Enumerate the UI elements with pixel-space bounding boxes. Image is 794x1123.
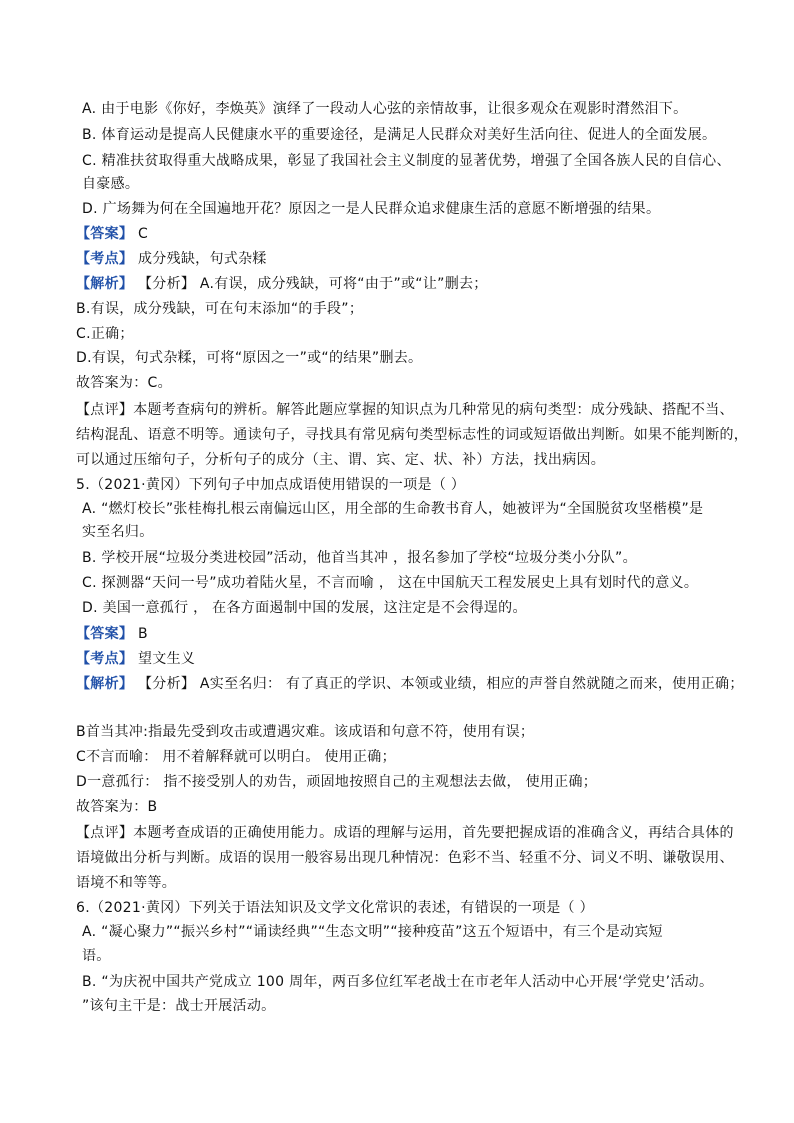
q4-option-a: A. 由于电影《你好，李焕英》演绎了一段动人心弦的亲情故事，让很多观众在观影时潸然泪下。 bbox=[82, 101, 688, 117]
q6-option-a-cont: 语。 bbox=[82, 948, 111, 964]
q4-option-d: D. 广场舞为何在全国遍地开花？原因之一是人民群众追求健康生活的意愿不断增强的结果。 bbox=[82, 201, 661, 217]
q6-option-b: B. “为庆祝中国共产党成立 100 周年，两百多位红军老战士在市老年人活动中心开展‘学党史’活动。 bbox=[82, 974, 714, 990]
answer-value: C bbox=[137, 226, 149, 242]
q5-option-a-cont: 实至名归。 bbox=[82, 524, 154, 540]
q4-option-c-cont: 自豪感。 bbox=[82, 176, 140, 192]
q5-conclusion: 故答案为：B bbox=[76, 799, 158, 815]
q5-jiexi-row bbox=[76, 674, 744, 694]
q5-comment-2: 语境做出分析与判断。成语的误用一般容易出现几种情况：色彩不当、轻重不分、词义不明、谦敬误用、 bbox=[76, 850, 734, 866]
q4-conclusion: 故答案为：C。 bbox=[76, 375, 172, 391]
kaodian-tag: 【考点】 bbox=[76, 251, 134, 267]
q4-option-c: C. 精准扶贫取得重大战略成果，彰显了我国社会主义制度的显著优势，增强了全国各族人民的自信心、 bbox=[82, 153, 731, 169]
q5-jiexi-line-d: D一意孤行： 指不接受别人的劝告，顽固地按照自己的主观想法去做， 使用正确； bbox=[76, 774, 598, 790]
q5-option-c: C. 探测器“天问一号”成功着陆火星，不言而喻 ， 这在中国航天工程发展史上具有划时代的意义。 bbox=[82, 575, 699, 591]
answer-value: B bbox=[137, 626, 148, 642]
q4-answer-row bbox=[76, 224, 148, 244]
kaodian-value: 望文生义 bbox=[137, 651, 196, 667]
q6-option-b-cont: ”该句主干是：战士开展活动。 bbox=[82, 998, 276, 1014]
answer-tag: 【答案】 bbox=[76, 626, 134, 642]
q4-comment-1: 【点评】本题考查病句的辨析。解答此题应掌握的知识点为几种常见的病句类型：成分残缺、搭配不当、 bbox=[76, 402, 734, 418]
q5-option-a: A. “燃灯校长”张桂梅扎根云南偏远山区，用全部的生命教书育人，她被评为“全国脱贫攻坚楷模”是 bbox=[82, 501, 704, 517]
jiexi-line: 【分析】 A.有误，成分残缺，可将“由于”或“让”删去； bbox=[137, 276, 488, 292]
answer-tag: 【答案】 bbox=[76, 226, 134, 242]
jiexi-tag: 【解析】 bbox=[76, 276, 134, 292]
q4-comment-3: 可以通过压缩句子，分析句子的成分（主、谓、宾、定、状、补）方法，找出病因。 bbox=[76, 452, 606, 468]
q5-comment-3: 语境不和等等。 bbox=[76, 875, 177, 891]
q5-kaodian-row bbox=[76, 649, 195, 669]
q4-jiexi-line-d: D.有误，句式杂糅，可将“原因之一”或“的结果”删去。 bbox=[76, 350, 423, 366]
q4-kaodian-row bbox=[76, 249, 267, 269]
jiexi-tag: 【解析】 bbox=[76, 676, 134, 692]
q5-stem: 5.（2021·黄冈）下列句子中加点成语使用错误的一项是（ ） bbox=[76, 477, 466, 493]
kaodian-value: 成分残缺，句式杂糅 bbox=[137, 251, 267, 267]
q5-option-d: D. 美国一意孤行 ， 在各方面遏制中国的发展，这注定是不会得逞的。 bbox=[82, 600, 527, 616]
q5-answer-row bbox=[76, 624, 148, 644]
q6-stem: 6.（2021·黄冈）下列关于语法知识及文学文化常识的表述，有错误的一项是（ ） bbox=[76, 900, 594, 916]
kaodian-tag: 【考点】 bbox=[76, 651, 134, 667]
jiexi-line: 【分析】 A实至名归： 有了真正的学识、本领或业绩，相应的声誉自然就随之而来，使用正确； bbox=[137, 676, 744, 692]
q5-jiexi-line-b: B首当其冲:指最先受到攻击或遭遇灾难。该成语和句意不符，使用有误； bbox=[76, 724, 535, 740]
q4-comment-2: 结构混乱、语意不明等。通读句子，寻找具有常见病句类型标志性的词或短语做出判断。如果不能判断的， bbox=[76, 427, 749, 443]
q5-option-b: B. 学校开展“垃圾分类进校园”活动，他首当其冲 ，报名参加了学校“垃圾分类小分队”。 bbox=[82, 550, 637, 566]
q6-option-a: A. “凝心聚力”“振兴乡村”“诵读经典”“生态文明”“接种疫苗”这五个短语中，有三个是动宾短 bbox=[82, 924, 663, 940]
q4-jiexi-line-c: C.正确； bbox=[76, 326, 134, 342]
q4-jiexi-line-b: B.有误，成分残缺，可在句末添加“的手段”； bbox=[76, 301, 364, 317]
q5-jiexi-line-c: C不言而喻： 用不着解释就可以明白。 使用正确； bbox=[76, 749, 396, 765]
q5-comment-1: 【点评】本题考查成语的正确使用能力。成语的理解与运用，首先要把握成语的准确含义，再结合具体的 bbox=[76, 825, 734, 841]
q4-jiexi-row bbox=[76, 274, 488, 294]
q4-option-b: B. 体育运动是提高人民健康水平的重要途径，是满足人民群众对美好生活向往、促进人的全面发展。 bbox=[82, 127, 717, 143]
